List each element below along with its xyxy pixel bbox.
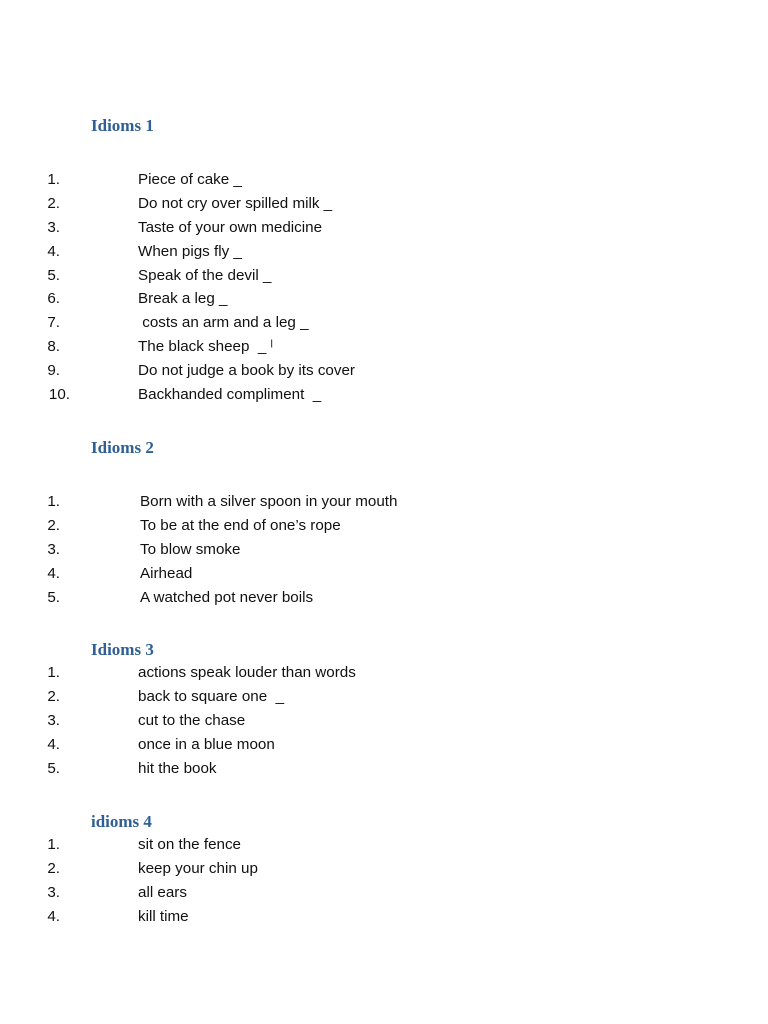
list-item [0, 311, 700, 335]
list-item [0, 685, 700, 709]
list-number: 4. [47, 564, 60, 582]
list-item [0, 168, 700, 192]
list-number: 1. [47, 836, 60, 853]
list-text: all ears [138, 883, 187, 901]
list-number: 2. [47, 516, 60, 534]
list-number: 7. [47, 314, 60, 332]
list-item [0, 562, 700, 586]
list-text: A watched pot never boils [140, 588, 314, 606]
list-item [0, 192, 700, 216]
list-number: 1. [47, 171, 60, 188]
list-number: 4. [47, 735, 60, 753]
list-item [0, 661, 700, 685]
list-item [0, 383, 700, 407]
list-text: cut to the chase [138, 711, 246, 729]
list-number: 4. [47, 907, 60, 925]
list-number: 3. [47, 540, 60, 558]
idioms-4-list [0, 833, 700, 929]
list-text: When pigs fly _ [138, 242, 242, 260]
list-item [0, 709, 700, 733]
list-number: 1. [47, 493, 60, 510]
list-number: 5. [47, 266, 60, 284]
list-item [0, 514, 700, 538]
list-item [0, 287, 700, 311]
list-text: back to square one _ [138, 687, 285, 705]
list-item [0, 757, 700, 781]
list-text: Do not cry over spilled milk _ [138, 194, 333, 212]
idioms-1-list [0, 168, 700, 407]
list-text: Speak of the devil _ [138, 266, 272, 284]
list-number: 4. [47, 242, 60, 260]
list-text: costs an arm and a leg _ [138, 314, 309, 332]
list-item [0, 490, 700, 514]
section-heading-idioms-1: Idioms 1 [91, 116, 154, 135]
list-item [0, 733, 700, 757]
list-text: Born with a silver spoon in your mouth [140, 493, 398, 510]
list-text: once in a blue moon [138, 735, 275, 753]
list-text: Backhanded compliment _ [138, 386, 322, 404]
list-text: Airhead [140, 564, 193, 582]
section-heading-idioms-3: Idioms 3 [91, 640, 154, 659]
list-number: 2. [47, 859, 60, 877]
list-text: Do not judge a book by its cover [138, 362, 355, 380]
list-text: keep your chin up [138, 859, 258, 877]
list-number: 9. [47, 362, 60, 380]
idioms-3-list [0, 661, 700, 780]
list-number: 5. [47, 588, 60, 606]
list-item [0, 216, 700, 240]
section-heading-idioms-2: Idioms 2 [91, 438, 154, 457]
list-item [0, 335, 700, 359]
list-text: sit on the fence [138, 836, 242, 853]
list-number: 3. [47, 711, 60, 729]
list-number: 10. [48, 386, 70, 404]
list-text: Piece of cake _ [138, 171, 242, 188]
idioms-2-list [0, 490, 700, 609]
list-item [0, 833, 700, 857]
list-text: actions speak louder than words [138, 664, 356, 681]
list-number: 3. [47, 218, 60, 236]
list-item [0, 881, 700, 905]
list-text: To be at the end of one’s rope [140, 516, 341, 534]
list-text: To blow smoke [140, 540, 241, 558]
list-number: 2. [47, 687, 60, 705]
list-text: Taste of your own medicine [138, 218, 323, 236]
list-number: 3. [47, 883, 60, 901]
list-text: hit the book [138, 759, 217, 777]
list-number: 8. [47, 338, 60, 356]
section-heading-idioms-4: idioms 4 [91, 812, 152, 831]
list-number: 2. [47, 194, 60, 212]
list-text: The black sheep _ ˡ [138, 338, 273, 356]
list-item [0, 586, 700, 610]
list-item [0, 264, 700, 288]
list-item [0, 240, 700, 264]
list-number: 6. [47, 290, 60, 308]
list-number: 5. [47, 759, 60, 777]
list-number: 1. [47, 664, 60, 681]
list-text: kill time [138, 907, 189, 925]
list-text: Break a leg _ [138, 290, 228, 308]
list-item [0, 905, 700, 929]
list-item [0, 359, 700, 383]
list-item [0, 538, 700, 562]
list-item [0, 857, 700, 881]
